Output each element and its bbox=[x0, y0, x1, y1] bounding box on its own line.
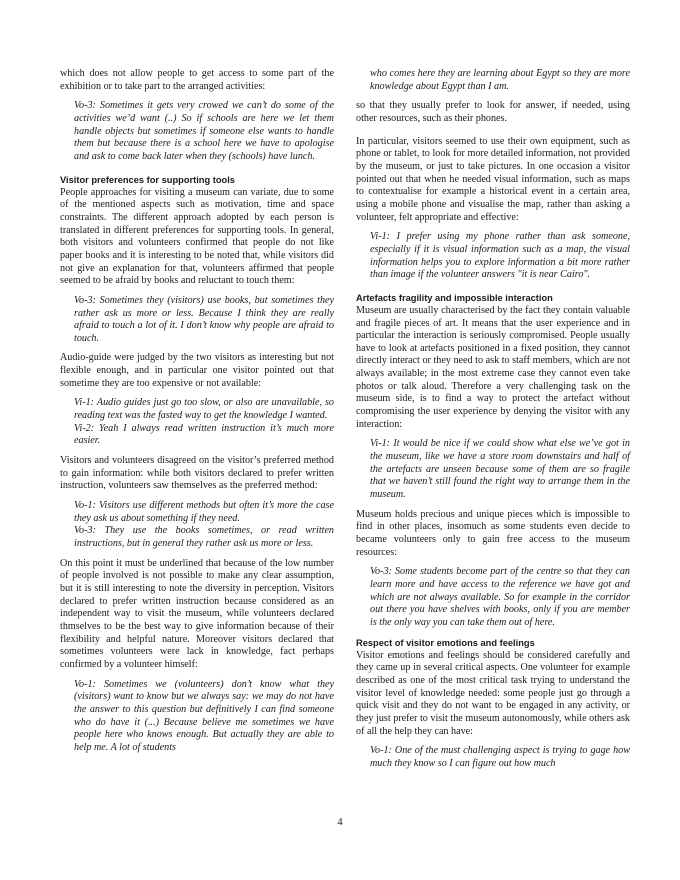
paragraph: Museum are usually characterised by the fact they contain valuable and fragile pieces of art. It means that the user experience and in particular the interaction is seriously compromised. People usually have to look at artefacts positioned in a fixed position, they cannot directly interact or they need to ask to staff members, which are not always available; in the most extreme case they cannot even take photos or talk aloud. Therefore a very challenging task on the museum side, is to find a way to protect the artefact without compromising the user experience by denying the visitor with any interaction: bbox=[356, 304, 630, 430]
quote: Vo-3: Sometimes it gets very crowed we can’t do some of the activities we’d want (..) So if schools are here we let them handle objects but sometimes if someone else wants to handle them but because there is a school here we have to apologise and ask to come back later when they (schools) have lunch. bbox=[74, 100, 334, 162]
quote: Vo-1: Sometimes we (volunteers) don’t know what they (visitors) want to know but we always say: we may do not have the answer to this question but definitively I can find someone who do have it (...) Because believe me sometimes we have people here who knows enough. But actually they are able to help me. A lot of students bbox=[74, 678, 334, 753]
quote-line: Vi-1: Audio guides just go too slow, or also are unavailable, so reading text was the fasted way to get the knowledge I wanted. bbox=[74, 397, 334, 422]
paragraph: Museum holds precious and unique pieces which is impossible to find in other places, insomuch as some students even decide to became volunteers only to gain free access to the museum resources: bbox=[356, 508, 630, 558]
section-heading: Visitor preferences for supporting tools bbox=[60, 174, 235, 185]
quote: Vo-3: Sometimes they (visitors) use books, but sometimes they rather ask us more or less. Because I think they are really afraid to touch a lot of it. I don’t know why people are afraid to touch. bbox=[74, 294, 334, 344]
quote: Vi-1: It would be nice if we could show what else we’ve got in the museum, like we have a store room downstairs and half of the artefacts are unseen because some of them are so fragile that we haven’t still found the right way to arrange them in the museum. bbox=[370, 438, 630, 501]
quote: Vi-1: I prefer using my phone rather than ask someone, especially if it is visual information such as a map, the visual information helps you to explore information a bit more rather than image if the volunteer answers "it is near Cairo". bbox=[370, 231, 630, 281]
section-heading: Respect of visitor emotions and feelings bbox=[356, 637, 535, 648]
quote-line: Vi-2: Yeah I always read written instruction it’s much more easier. bbox=[74, 422, 334, 447]
left-column bbox=[60, 68, 334, 762]
paragraph: People approaches for visiting a museum can variate, due to some of the mentioned aspects such as motivation, time and space constraints. The different approach adopted by each person is translated in different preferences for supporting tools. In general, both visitors and volunteers confirmed that people do not like paper books and it is interesting to be noted that, while visitors did not give an explanation for that, volunteers affirmed that people seemed to be afraid by books and reluctant to touch them: bbox=[60, 186, 334, 287]
paragraph: On this point it must be underlined that because of the low number of people involved is not possible to make any clear assumption, but it is still interesting to note the diversity in perception. Visitors declared to prefer written instruction because considered as an independent way to visit the museum, while volunteers declared thmselves to be the best way to give information because of their flexibility and helpful nature. Moreover visitors declared that sometimes volunteers were lack in knowledge, fact perhaps confirmed by a volunteer himself: bbox=[60, 557, 334, 670]
quote-block bbox=[60, 500, 334, 551]
page-number: 4 bbox=[337, 817, 343, 828]
paragraph: which does not allow people to get access to some part of the exhibition or to take part to the arranged activities: bbox=[60, 68, 334, 92]
right-column bbox=[356, 68, 630, 778]
quote: who comes here they are learning about Egypt so they are more knowledge about Egypt than I am. bbox=[370, 68, 630, 92]
quote-block bbox=[60, 397, 334, 448]
quote: Vo-1: One of the must challenging aspect is trying to gage how much they know so I can figure out how much bbox=[370, 745, 630, 769]
paragraph: Visitors and volunteers disagreed on the visitor’s preferred method to gain information: while both visitors declared to prefer written instruction, volunteers saw themselves as the preferred method: bbox=[60, 455, 334, 492]
paragraph: so that they usually prefer to look for answer, if needed, using other resources, such as their phones. bbox=[356, 100, 630, 124]
quote: Vo-3: Some students become part of the centre so that they can learn more and have access to the reference we have got and which are not always available. So for example in the corridor out there you have shelves with books, only if you are member is the only way you can take them out of here. bbox=[370, 566, 630, 628]
quote-line: Vo-3: They use the books sometimes, or read written instructions, but in general they rather ask us more or less. bbox=[74, 525, 334, 549]
paragraph: Visitor emotions and feelings should be considered carefully and they came up in several critical aspects. One volunteer for example described as one of the most critical task trying to understand the visitor level of knowledge needed: some people just go through a quick visit and they do not want to be engaged in any activity, or they just prefer to visit the museum autonomously, while others ask of all the help they can have: bbox=[356, 649, 630, 737]
section-heading: Artefacts fragility and impossible interaction bbox=[356, 292, 553, 303]
paragraph: Audio-guide were judged by the two visitors as interesting but not flexible enough, and in particular one visitor pointed out that sometime they are too expensive or not available: bbox=[60, 352, 334, 389]
quote-line: Vo-1: Visitors use different methods but often it’s more the case they ask us about something if they need. bbox=[74, 500, 334, 524]
paragraph: In particular, visitors seemed to use their own equipment, such as phone or tablet, to look for more detailed information, not provided by the museum, or just to take pictures. In one occasion a visitor pointed out that when he needed visual information, such as maps to contextualise for example a historical event in a certain area, using a mobile phone and visualise the map, rather than asking a volunteer, felt appropriate and effective: bbox=[356, 135, 630, 223]
